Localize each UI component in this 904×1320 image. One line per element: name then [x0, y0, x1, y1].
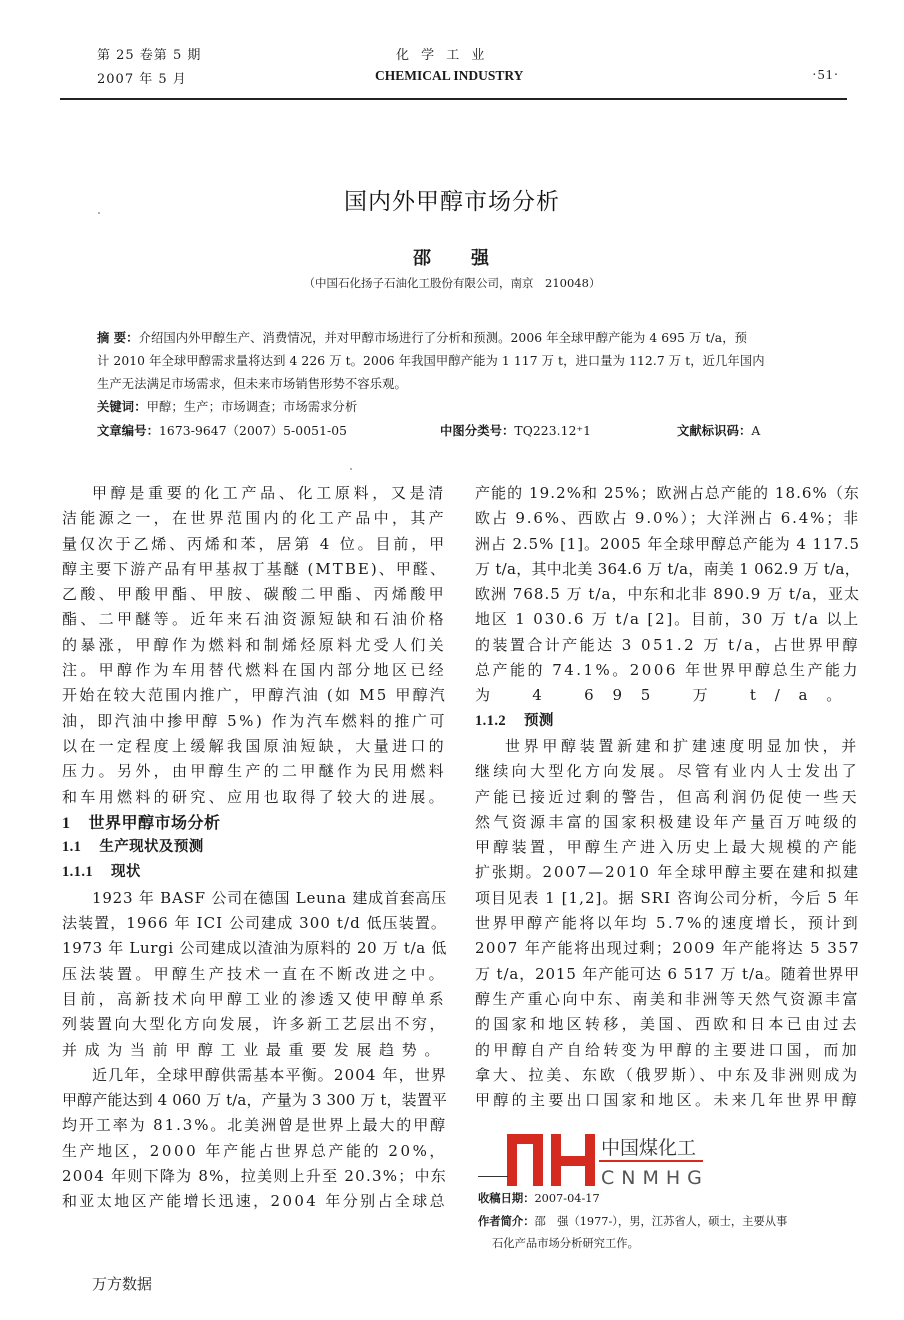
header-page-number: ·51· [812, 68, 840, 83]
abstract-line-2 [97, 351, 765, 369]
scan-speck [98, 212, 100, 214]
watermark-name-en: CNMHG [601, 1167, 709, 1189]
body-text-line: 的甲醇自产自给转变为甲醇的主要进口国，而加 [475, 1040, 860, 1059]
doc-code: A [751, 424, 761, 438]
body-text-line: 世界甲醇产能将以年均 5.7%的速度增长，预计到 [475, 914, 860, 933]
bio-text: 邵 强（1977-），男，江苏省人，硕士，主要从事 [534, 1215, 788, 1228]
header-date: 2007 年 5 月 [97, 72, 187, 87]
section-heading-h3 [475, 709, 860, 734]
watermark-name-cn: 中国煤化工 [601, 1137, 697, 1159]
body-text-line: 均开工率为 81.3%。北美洲曾是世界上最大的甲醇 [62, 1116, 447, 1135]
section-number: 1.1.2 [475, 712, 506, 729]
body-text-line: 甲醇产能达到 4 060 万 t/a，产量为 3 300 万 t，装置平 [62, 1091, 447, 1110]
wanfang-data-source: 万方数据 [92, 1275, 153, 1293]
body-column-left [62, 481, 447, 1215]
body-text-line: 洲占 2.5% [1]。2005 年全球甲醇总产能为 4 117.5 [475, 534, 860, 553]
footnote-rule [478, 1176, 508, 1177]
body-text-line: 万 t/a，其中北美 364.6 万 t/a，南美 1 062.9 万 t/a， [475, 559, 860, 578]
article-number-line [97, 421, 347, 439]
body-column-right [475, 481, 860, 1113]
body-text-line: 欧占 9.6%、西欧占 9.0%）；大洋洲占 6.4%；非 [475, 509, 860, 528]
body-text-line: 醇主要下游产品有甲基叔丁基醚 (MTBE)、甲醛、 [62, 559, 447, 578]
body-text-line: 并成为当前甲醇工业最重要发展趋势。 [62, 1040, 447, 1059]
body-text-line: 产能已接近过剩的警告，但高利润仍促使一些天 [475, 787, 860, 806]
logo-underline [599, 1160, 703, 1162]
author-family: 强 [471, 248, 491, 269]
abstract-line-3 [97, 374, 407, 392]
body-text-line: 油，即汽油中掺甲醇 5%) 作为汽车燃料的推广可 [62, 711, 447, 730]
body-text-line: 列装置向大型化方向发展，许多新工艺层出不穷， [62, 1015, 447, 1034]
body-text-line: 甲醇的主要出口国家和地区。未来几年世界甲醇 [475, 1091, 860, 1110]
body-text-line: 拿大、拉美、东欧（俄罗斯）、中东及非洲则成为 [475, 1065, 860, 1084]
bio-label: 作者简介： [478, 1215, 535, 1228]
body-text-line: 扩张期。2007—2010 年全球甲醇主要在建和拟建 [475, 863, 860, 882]
received-date [478, 1190, 600, 1206]
section-heading-h3 [62, 860, 447, 885]
cnmhg-watermark-logo [503, 1130, 743, 1190]
section-number: 1 [62, 814, 71, 832]
abstract-text: 介绍国内外甲醇生产、消费情况，并对甲醇市场进行了分析和预测。2006 年全球甲醇产能为 4 695 万 t/a，预 [138, 331, 748, 345]
article-number-label: 文章编号： [97, 424, 159, 438]
body-text-line: 压法装置。甲醇生产技术一直在不断改进之中。 [62, 964, 447, 983]
body-text-line: 2004 年则下降为 8%，拉美则上升至 20.3%；中东 [62, 1167, 447, 1186]
body-text-line: 地区 1 030.6 万 t/a [2]。目前，30 万 t/a 以上 [475, 610, 860, 629]
header-volume-issue: 第 25 卷第 5 期 [97, 48, 202, 63]
body-text-line: 近几年，全球甲醇供需基本平衡。2004 年，世界 [92, 1065, 447, 1084]
author-bio-line-2: 石化产品市场分析研究工作。 [492, 1237, 639, 1250]
logo-bar [585, 1134, 595, 1186]
scan-speck [350, 468, 352, 470]
author-bio-line-1 [478, 1213, 787, 1229]
article-author [0, 244, 904, 270]
keywords-line [97, 397, 357, 415]
clc-line [440, 421, 591, 439]
article-title: 国内外甲醇市场分析 [344, 189, 560, 215]
doc-code-line [677, 421, 760, 439]
header-journal-en: CHEMICAL INDUSTRY [375, 68, 524, 83]
section-number: 1.1 [62, 839, 82, 856]
body-text-line: 1923 年 BASF 公司在德国 Leuna 建成首套高压 [92, 888, 447, 907]
body-text-line: 然气资源丰富的国家积极建设年产量百万吨级的 [475, 812, 860, 831]
body-text-line: 注。甲醇作为车用替代燃料在国内部分地区已经 [62, 661, 447, 680]
body-text-line: 继续向大型化方向发展。尽管有业内人士发出了 [475, 762, 860, 781]
author-given: 邵 [413, 248, 433, 269]
keywords-label: 关键词： [97, 400, 147, 414]
section-title: 预测 [524, 712, 554, 729]
section-title: 现状 [111, 864, 141, 881]
section-heading-h2 [62, 835, 447, 860]
doc-code-label: 文献标识码： [677, 424, 752, 438]
section-number: 1.1.1 [62, 864, 93, 881]
body-text-line: 甲醇装置，甲醇生产进入历史上最大规模的产能 [475, 838, 860, 857]
body-text-line: 以在一定程度上缓解我国原油短缺，大量进口的 [62, 736, 447, 755]
header-journal-cn: 化 学 工 业 [396, 48, 489, 63]
body-text-line: 万 t/a，2015 年产能可达 6 517 万 t/a。随着世界甲 [475, 964, 860, 983]
body-text-line: 1973 年 Lurgi 公司建成以渣油为原料的 20 万 t/a 低 [62, 939, 447, 958]
body-text-line: 产能的 19.2%和 25%；欧洲占总产能的 18.6%（东 [475, 484, 860, 502]
article-affiliation: （中国石化扬子石油化工股份有限公司，南京 210048） [303, 276, 601, 290]
article-number: 1673-9647（2007）5-0051-05 [159, 424, 348, 438]
body-text-line: 开始在较大范围内推广，甲醇汽油 (如 M5 甲醇汽 [62, 686, 447, 705]
body-text-line: 的装置合计产能达 3 051.2 万 t/a，占世界甲醇 [475, 635, 860, 654]
body-text-line: 总产能的 74.1%。2006 年世界甲醇总生产能力 [475, 661, 860, 680]
section-heading-h1 [62, 810, 447, 835]
received-value: 2007-04-17 [534, 1192, 600, 1205]
body-text-line: 甲醇是重要的化工产品、化工原料，又是清 [92, 484, 447, 502]
abstract-line-1 [97, 328, 747, 346]
body-text-line: 的国家和地区转移，美国、西欧和日本已由过去 [475, 1015, 860, 1034]
body-text-line: 和车用燃料的研究、应用也取得了较大的进展。 [62, 787, 447, 806]
abstract-label: 摘 要： [97, 331, 139, 345]
body-text-line: 欧洲 768.5 万 t/a，中东和北非 890.9 万 t/a，亚太 [475, 585, 860, 604]
body-text-line: 量仅次于乙烯、丙烯和苯，居第 4 位。目前，甲 [62, 534, 447, 553]
body-text-line: 法装置，1966 年 ICI 公司建成 300 t/d 低压装置。 [62, 914, 447, 933]
body-text-line: 洁能源之一，在世界范围内的化工产品中，其产 [62, 509, 447, 528]
body-text-line: 醇生产重心向中东、南美和非洲等天然气资源丰富 [475, 989, 860, 1008]
clc-number: TQ223.12⁺1 [514, 424, 592, 438]
abstract-text: 计 2010 年全球甲醇需求量将达到 4 226 万 t。2006 年我国甲醇产能为 1 117 万 t，进口量为 112.7 万 t，近几年国内 [97, 354, 765, 368]
body-text-line: 和亚太地区产能增长迅速，2004 年分别占全球总 [62, 1192, 447, 1211]
body-text-line: 项目见表 1 [1,2]。据 SRI 咨询公司分析，今后 5 年 [475, 888, 860, 907]
section-title: 世界甲醇市场分析 [88, 812, 221, 832]
body-text-line: 目前，高新技术向甲醇工业的渗透又使甲醇单系 [62, 989, 447, 1008]
abstract-text: 生产无法满足市场需求，但未来市场销售形势不容乐观。 [97, 377, 407, 391]
body-text-line: 2007 年产能将出现过剩；2009 年产能将达 5 357 [475, 939, 860, 958]
body-text-line: 生产地区，2000 年产能占世界总产能的 20%， [62, 1141, 447, 1160]
body-text-line: 酯、二甲醚等。近年来石油资源短缺和石油价格 [62, 610, 447, 629]
body-text-line: 乙酸、甲酸甲酯、甲胺、碳酸二甲酯、丙烯酸甲 [62, 585, 447, 604]
body-text-line: 为 4 695 万 t/a。 [475, 686, 860, 705]
header-rule [60, 98, 847, 100]
keywords-text: 甲醇；生产；市场调查；市场需求分析 [146, 400, 358, 414]
logo-bar [533, 1134, 543, 1186]
body-text-line: 的暴涨，甲醇作为燃料和制烯烃原料尤受人们关 [62, 635, 447, 654]
body-text-line: 压力。另外，由甲醇生产的二甲醚作为民用燃料 [62, 762, 447, 781]
body-text-line: 世界甲醇装置新建和扩建速度明显加快，并 [505, 736, 860, 755]
received-label: 收稿日期： [478, 1192, 535, 1205]
clc-label: 中图分类号： [440, 424, 515, 438]
section-title: 生产现状及预测 [99, 839, 204, 856]
